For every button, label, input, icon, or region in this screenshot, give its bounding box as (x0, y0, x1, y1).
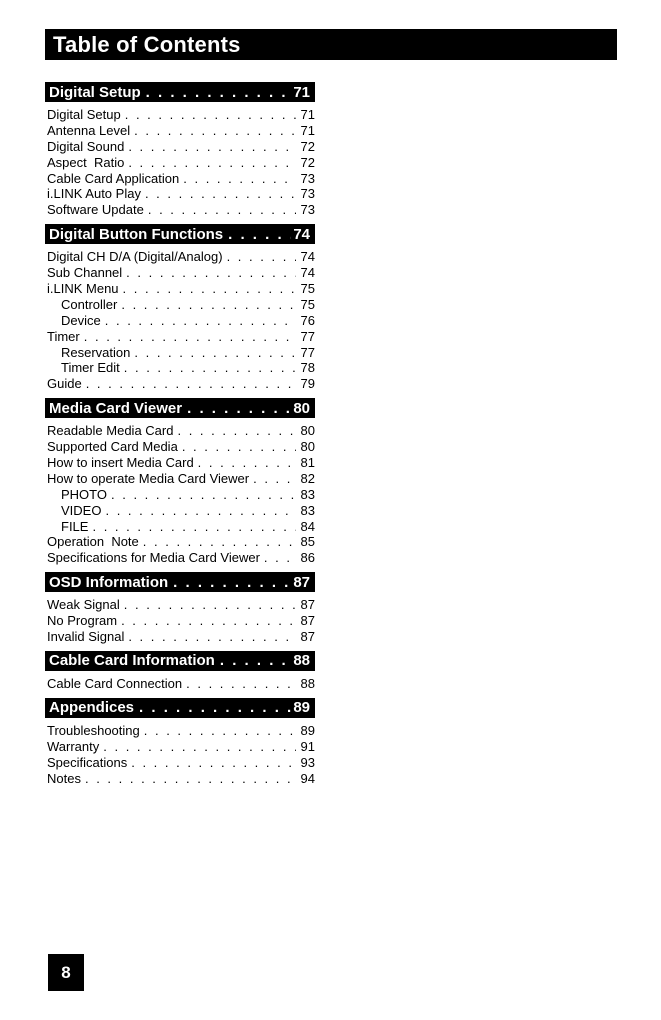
toc-entry (45, 329, 315, 345)
toc-entry-page: 89 (300, 722, 315, 738)
toc-entry (45, 313, 315, 329)
toc-entry (45, 155, 315, 171)
toc-entry (45, 281, 315, 297)
dot-leader (124, 597, 296, 613)
dot-leader (173, 574, 291, 591)
toc-entry (45, 503, 315, 519)
toc-entry (45, 360, 315, 376)
dot-leader (121, 297, 296, 313)
toc-entry-page: 73 (300, 170, 315, 186)
dot-leader (84, 329, 296, 345)
toc-entry-page: 82 (300, 470, 315, 486)
toc-section-page: 87 (293, 573, 310, 591)
toc-section (45, 82, 315, 224)
dot-leader (105, 313, 296, 329)
toc-entry-page: 91 (300, 738, 315, 754)
toc-entry-page: 73 (300, 202, 315, 218)
toc-entry (45, 423, 315, 439)
toc-section-title: Digital Button Functions (49, 225, 224, 243)
dot-leader (134, 345, 296, 361)
toc-entry-label: Guide (47, 376, 82, 392)
toc-section-title: Media Card Viewer (49, 399, 183, 417)
dot-leader (183, 171, 296, 187)
dot-leader (253, 471, 296, 487)
toc-section (45, 698, 315, 793)
toc-section-entries (45, 671, 315, 698)
toc-entry-page: 77 (300, 328, 315, 344)
toc-entry-label: No Program (47, 613, 118, 629)
dot-leader (182, 439, 296, 455)
toc-entry (45, 376, 315, 392)
toc-entry-page: 74 (300, 249, 315, 265)
toc-section-header-bar (45, 572, 315, 592)
toc-entry-page: 79 (300, 376, 315, 392)
toc-entry-label: Cable Card Application (47, 170, 180, 186)
toc-entry-label: Digital CH D/A (Digital/Analog) (47, 249, 223, 265)
toc-entry-page: 71 (300, 107, 315, 122)
toc-section (45, 398, 315, 572)
dot-leader (85, 771, 296, 787)
toc-section-title: OSD Information (49, 573, 169, 591)
page-number-badge (48, 954, 84, 991)
toc-section-entries (45, 244, 315, 398)
toc-section-page: 71 (293, 83, 310, 101)
toc-entry-label: Specifications for Media Card Viewer (47, 550, 260, 566)
dot-leader (145, 186, 296, 202)
toc (45, 82, 315, 792)
toc-entry (45, 597, 315, 613)
toc-entry-label: Warranty (47, 738, 100, 754)
toc-section-title: Appendices (49, 699, 135, 717)
toc-entry (45, 471, 315, 487)
toc-entry-page: 80 (300, 439, 315, 455)
toc-section-page: 74 (293, 225, 310, 243)
toc-entry-page: 77 (300, 344, 315, 360)
toc-entry (45, 455, 315, 471)
toc-entry-page: 88 (300, 675, 315, 691)
toc-section-entries (45, 102, 315, 224)
toc-entry (45, 723, 315, 739)
dot-leader (143, 534, 296, 550)
toc-entry-label: i.LINK Auto Play (47, 186, 141, 202)
toc-entry (45, 771, 315, 787)
toc-entry-label: How to insert Media Card (47, 455, 194, 471)
toc-entry-page: 74 (300, 265, 315, 281)
dot-leader (186, 676, 296, 692)
toc-section-entries (45, 592, 315, 651)
dot-leader (105, 503, 296, 519)
toc-entry (45, 123, 315, 139)
toc-entry (45, 297, 315, 313)
dot-leader (121, 613, 296, 629)
toc-entry-label: Timer (47, 328, 80, 344)
dot-leader (126, 265, 296, 281)
dot-leader (111, 487, 296, 503)
dot-leader (86, 376, 296, 392)
dot-leader (264, 550, 296, 566)
toc-section-title: Cable Card Information (49, 652, 215, 670)
dot-leader (220, 652, 291, 669)
toc-entry-label: Notes (47, 770, 81, 786)
toc-entry-page: 78 (300, 360, 315, 376)
toc-entry-page: 84 (300, 518, 315, 534)
toc-entry-label: VIDEO (61, 502, 102, 518)
toc-section-title: Digital Setup (49, 83, 141, 101)
toc-entry (45, 265, 315, 281)
toc-section (45, 572, 315, 651)
dot-leader (123, 281, 296, 297)
toc-entry-label: Readable Media Card (47, 423, 174, 439)
toc-entry-label: How to operate Media Card Viewer (47, 470, 250, 486)
toc-entry-label: Troubleshooting (47, 722, 140, 738)
toc-entry (45, 171, 315, 187)
dot-leader (128, 155, 296, 171)
toc-entry-page: 83 (300, 502, 315, 518)
toc-entry-page: 87 (300, 597, 315, 613)
toc-entry (45, 487, 315, 503)
toc-entry-label: Specifications (47, 754, 128, 770)
toc-section-header-bar (45, 651, 315, 671)
toc-entry-label: Aspect Ratio (47, 154, 125, 170)
toc-entry-label: Timer Edit (61, 360, 120, 376)
toc-entry-label: Device (61, 312, 101, 328)
toc-entry-page: 85 (300, 534, 315, 550)
toc-entry-label: Weak Signal (47, 597, 120, 613)
toc-entry (45, 139, 315, 155)
toc-section-header-bar (45, 698, 315, 718)
toc-section-header-bar (45, 398, 315, 418)
toc-entry (45, 202, 315, 218)
toc-entry-page: 75 (300, 296, 315, 312)
dot-leader (128, 629, 296, 645)
dot-leader (177, 423, 296, 439)
dot-leader (124, 360, 296, 376)
dot-leader (227, 249, 296, 265)
dot-leader (134, 123, 296, 139)
dot-leader (187, 400, 291, 417)
toc-entry (45, 519, 315, 535)
dot-leader (146, 84, 291, 101)
toc-section-entries (45, 718, 315, 793)
toc-entry (45, 534, 315, 550)
toc-entry-label: Controller (61, 296, 118, 312)
toc-entry-label: Operation Note (47, 534, 139, 550)
toc-entry-page: 72 (300, 138, 315, 154)
toc-entry (45, 755, 315, 771)
dot-leader (148, 202, 296, 218)
dot-leader (198, 455, 296, 471)
toc-entry-page: 87 (300, 613, 315, 629)
toc-entry-page: 71 (300, 122, 315, 138)
toc-entry (45, 676, 315, 692)
toc-entry-label: Antenna Level (47, 122, 131, 138)
toc-entry-label: Reservation (61, 344, 131, 360)
page-title: Table of Contents (53, 31, 241, 57)
dot-leader (228, 226, 291, 243)
toc-entry-label: Cable Card Connection (47, 675, 183, 691)
toc-section-header-bar (45, 224, 315, 244)
toc-section-page: 89 (293, 699, 310, 717)
toc-entry (45, 186, 315, 202)
toc-entry-page: 83 (300, 486, 315, 502)
toc-entry-label: Software Update (47, 202, 144, 218)
toc-entry-page: 73 (300, 186, 315, 202)
dot-leader (92, 519, 296, 535)
dot-leader (128, 139, 296, 155)
toc-entry-label: Invalid Signal (47, 629, 125, 645)
dot-leader (125, 107, 296, 123)
toc-section (45, 651, 315, 698)
dot-leader (131, 755, 296, 771)
toc-entry (45, 550, 315, 566)
toc-entry (45, 629, 315, 645)
toc-entry-page: 81 (300, 455, 315, 471)
dot-leader (144, 723, 296, 739)
toc-entry-page: 94 (300, 770, 315, 786)
toc-entry-page: 87 (300, 629, 315, 645)
dot-leader (103, 739, 296, 755)
toc-entry-label: Supported Card Media (47, 439, 178, 455)
toc-entry-label: i.LINK Menu (47, 281, 119, 297)
toc-entry (45, 613, 315, 629)
toc-entry-page: 75 (300, 281, 315, 297)
toc-entry-label: PHOTO (61, 486, 107, 502)
toc-entry-label: FILE (61, 518, 89, 534)
toc-entry-page: 72 (300, 154, 315, 170)
toc-section-page: 80 (293, 399, 310, 417)
toc-section (45, 224, 315, 398)
toc-entry-page: 93 (300, 754, 315, 770)
page-title-bar (45, 29, 617, 60)
toc-entry (45, 439, 315, 455)
toc-entry-page: 76 (300, 312, 315, 328)
toc-entry-page: 86 (300, 550, 315, 566)
toc-entry (45, 739, 315, 755)
toc-entry (45, 345, 315, 361)
toc-entry (45, 107, 315, 123)
toc-entry-label: Digital Sound (47, 138, 125, 154)
toc-section-entries (45, 418, 315, 572)
page-number: 8 (61, 962, 71, 982)
toc-section-page: 88 (293, 652, 310, 670)
toc-entry-page: 80 (300, 423, 315, 439)
toc-entry-label: Digital Setup (47, 107, 121, 122)
toc-entry-label: Sub Channel (47, 265, 123, 281)
dot-leader (139, 699, 291, 716)
toc-entry (45, 249, 315, 265)
toc-section-header-bar (45, 82, 315, 102)
